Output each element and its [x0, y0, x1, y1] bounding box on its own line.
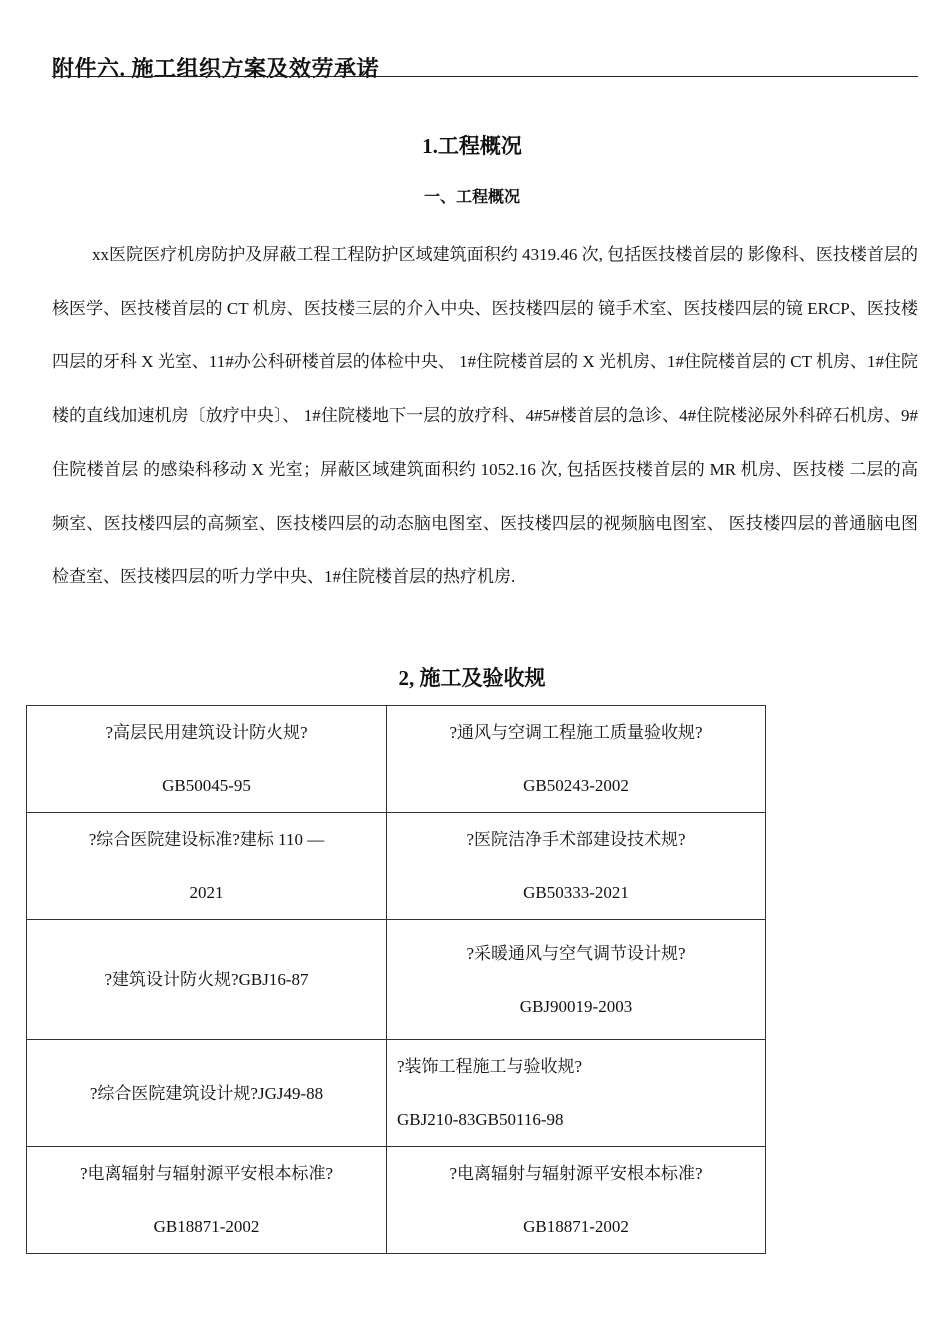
- project-overview-paragraph: xx医院医疗机房防护及屏蔽工程工程防护区域建筑面积约 4319.46 次, 包括医技楼首层的 影像科、医技楼首层的核医学、医技楼首层的 CT 机房、医技楼三层的介入中央、医技楼四层的 镜手术室、医技楼四层的镜 ERCP、医技楼四层的牙科 X 光室、11#办公科研楼首层的体检中央、 1#住院楼首层的 X 光机房、1#住院楼首层的 CT 机房、1#住院楼的直线加速机房〔放疗中央〕、 1#住院楼地下一层的放疗科、4#5#楼首层的急诊、4#住院楼泌尿外科碎石机房、9#住院楼首层 的感染科移动 X 光室；屏蔽区域建筑面积约 1052.16 次, 包括医技楼首层的 MR 机房、医技楼 二层的高频室、医技楼四层的高频室、医技楼四层的动态脑电图室、医技楼四层的视频脑电图室、 医技楼四层的普通脑电图检查室、医技楼四层的听力学中央、1#住院楼首层的热疗机房.: [52, 245, 918, 587]
- standard-code: GB18871-2002: [523, 1217, 629, 1236]
- table-row: [27, 920, 766, 1040]
- header-rule: [52, 76, 918, 77]
- table-cell: [387, 1040, 766, 1147]
- standard-name: ?通风与空调工程施工质量验收规?: [449, 723, 703, 742]
- standard-code: GB50333-2021: [523, 883, 629, 902]
- table-cell: [27, 1040, 387, 1147]
- table-row: [27, 1040, 766, 1147]
- standard-code: GB50243-2002: [523, 776, 629, 795]
- standard-code: GB18871-2002: [153, 1217, 260, 1236]
- document-header-title: 附件六. 施工组织方案及效劳承诺: [52, 56, 380, 81]
- table-cell: [387, 920, 766, 1040]
- standard-name: ?高层民用建筑设计防火规?: [105, 723, 308, 742]
- standard-code: 2021: [189, 883, 224, 902]
- standard-code: GB50045-95: [162, 776, 251, 795]
- table-cell: [27, 920, 387, 1040]
- table-cell: [27, 1147, 387, 1254]
- standard-name: ?采暖通风与空气调节设计规?: [466, 943, 686, 963]
- table-row: [27, 706, 766, 813]
- section-1-subheading: 一、工程概况: [423, 189, 520, 206]
- standard-code: GBJ90019-2003: [519, 996, 633, 1016]
- section-1-heading: 1.工程概况: [422, 134, 522, 158]
- table-cell: [387, 813, 766, 920]
- standard-code: GBJ210-83GB50116-98: [397, 1110, 564, 1129]
- table-row: [27, 813, 766, 920]
- standard-name: ?综合医院建筑设计规?JGJ49-88: [89, 1083, 324, 1103]
- standard-name: ?电离辐射与辐射源平安根本标准?: [449, 1164, 703, 1183]
- standard-name: ?建筑设计防火规?GBJ16-87: [104, 970, 309, 989]
- standard-name: ?装饰工程施工与验收规?: [397, 1057, 583, 1076]
- standards-table: [26, 705, 766, 1254]
- table-cell: [27, 813, 387, 920]
- section-2-heading: 2, 施工及验收规: [398, 666, 546, 690]
- table-row: [27, 1147, 766, 1254]
- table-cell: [387, 706, 766, 813]
- standard-name: ?综合医院建设标准?建标 110 —: [88, 830, 325, 849]
- standard-name: ?医院洁净手术部建设技术规?: [466, 830, 686, 849]
- table-cell: [387, 1147, 766, 1254]
- standard-name: ?电离辐射与辐射源平安根本标准?: [79, 1164, 334, 1183]
- table-cell: [27, 706, 387, 813]
